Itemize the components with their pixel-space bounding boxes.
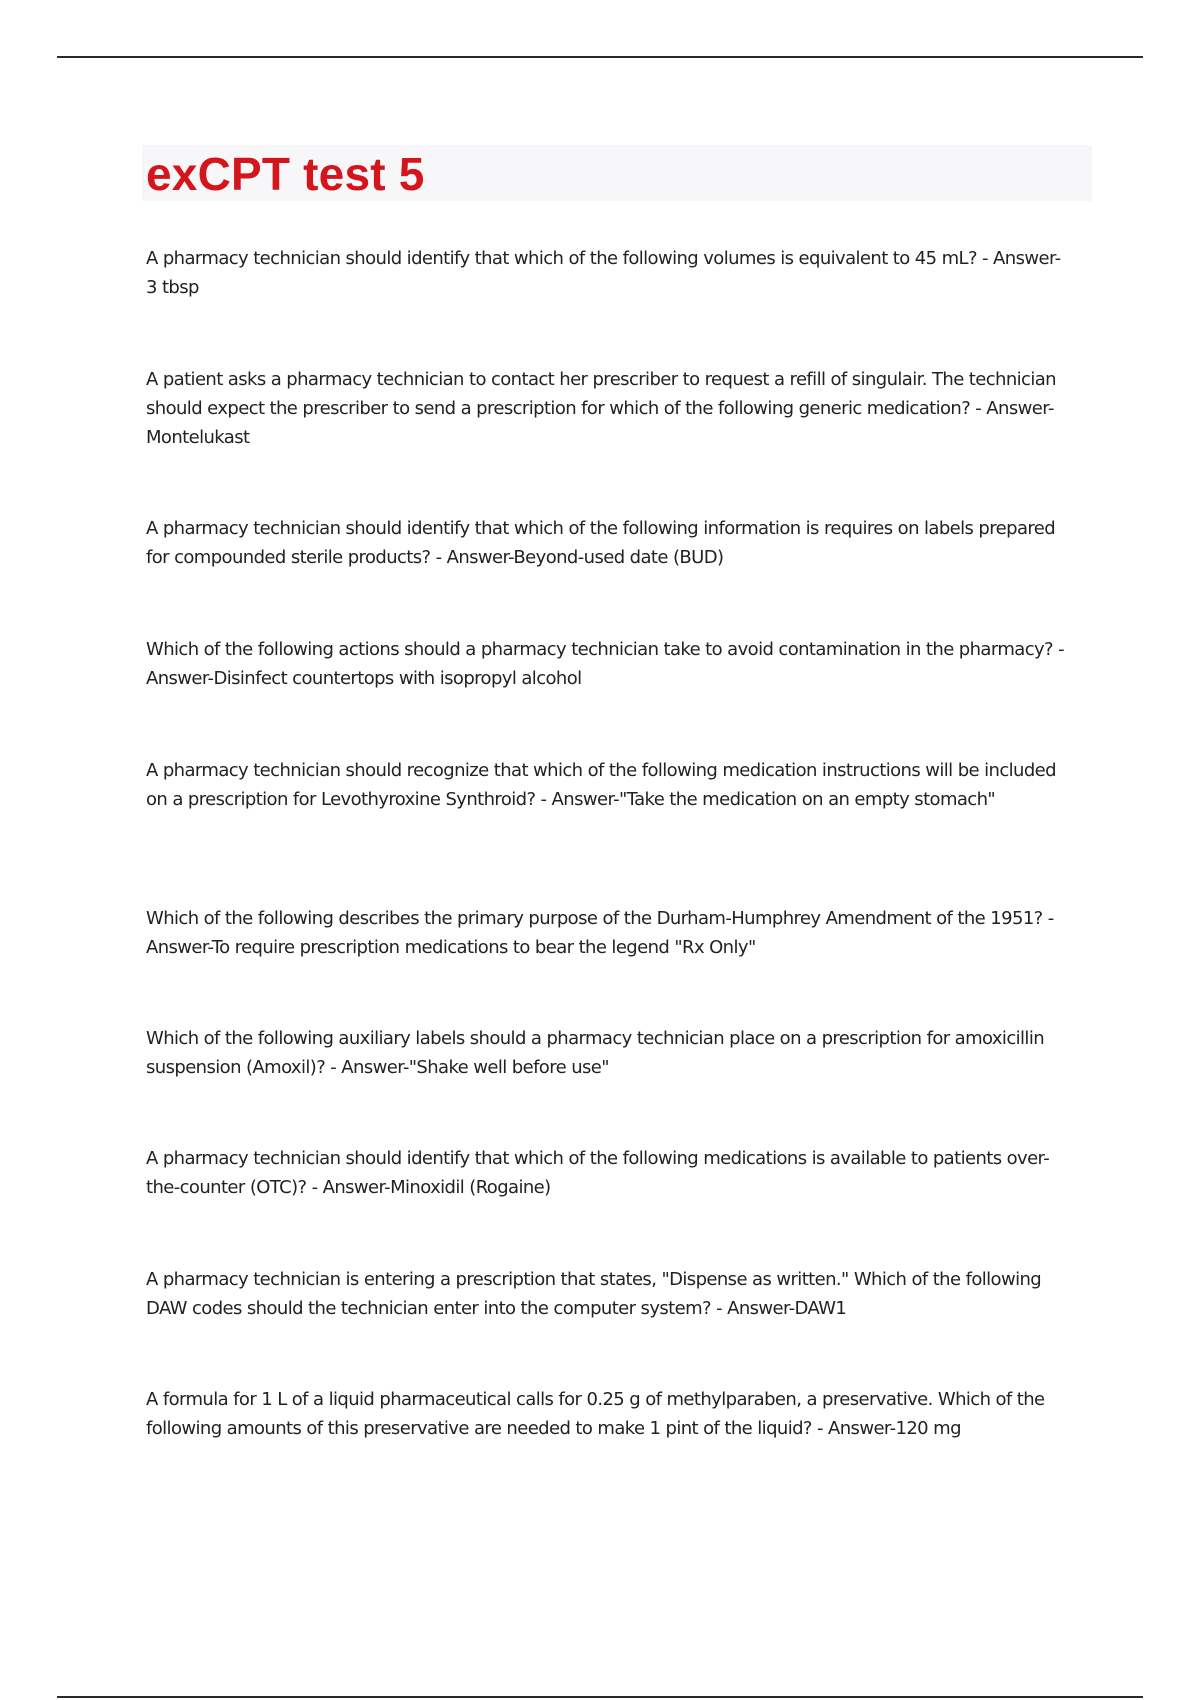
qa-item: A pharmacy technician should identify that which of the following medications is available to patients over-the-counter (OTC)? - Answer-Minoxidil (Rogaine): [146, 1148, 1050, 1198]
top-divider: [57, 56, 1143, 58]
qa-item: A pharmacy technician should identify that which of the following volumes is equivalent to 45 mL? - Answer-3 tbsp: [146, 248, 1061, 298]
qa-item: A formula for 1 L of a liquid pharmaceutical calls for 0.25 g of methylparaben, a preservative. Which of the following amounts of this preservative are needed to make 1 pint of the liquid? - Answer-120 mg: [146, 1389, 1045, 1439]
document-title: exCPT test 5: [146, 148, 425, 200]
qa-item: A pharmacy technician should recognize that which of the following medication instructions will be included on a prescription for Levothyroxine Synthroid? - Answer-"Take the medication on an empty stomach": [146, 760, 1056, 810]
qa-item: A pharmacy technician should identify that which of the following information is requires on labels prepared for compounded sterile products? - Answer-Beyond-used date (BUD): [146, 518, 1056, 568]
qa-item: Which of the following auxiliary labels should a pharmacy technician place on a prescription for amoxicillin suspension (Amoxil)? - Answer-"Shake well before use": [146, 1028, 1045, 1078]
bottom-divider: [57, 1696, 1143, 1698]
qa-item: Which of the following actions should a pharmacy technician take to avoid contamination in the pharmacy? - Answer-Disinfect countertops with isopropyl alcohol: [146, 639, 1065, 689]
qa-item: Which of the following describes the primary purpose of the Durham-Humphrey Amendment of the 1951? - Answer-To require prescription medications to bear the legend "Rx Only": [146, 908, 1054, 958]
qa-item: A pharmacy technician is entering a prescription that states, "Dispense as written." Which of the following DAW codes should the technician enter into the computer system? - Answer-DAW1: [146, 1269, 1042, 1319]
qa-item: A patient asks a pharmacy technician to contact her prescriber to request a refill of singulair. The technician should expect the prescriber to send a prescription for which of the following generic medication? - Answer-Montelukast: [146, 369, 1056, 448]
